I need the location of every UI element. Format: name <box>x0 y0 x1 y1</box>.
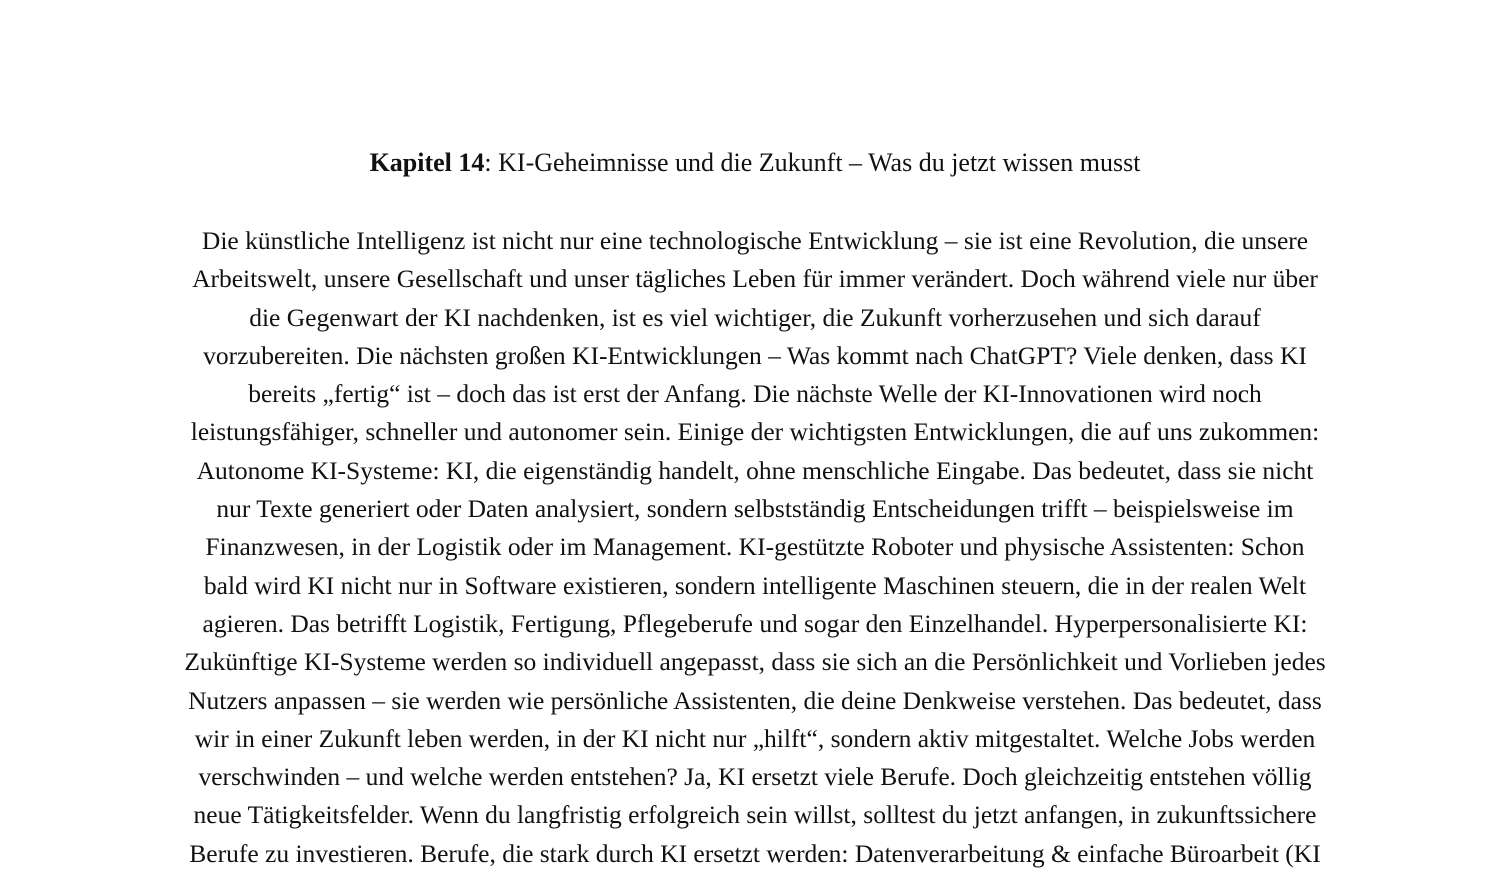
text-line: Zukünftige KI-Systeme werden so individuell angepasst, dass sie sich an die Persönlichkeit und Vorlieben jedes <box>184 647 1326 677</box>
chapter-label: Kapitel 14 <box>369 148 485 177</box>
text-line: Die künstliche Intelligenz ist nicht nur eine technologische Entwicklung – sie ist eine Revolution, die unsere <box>201 226 1309 255</box>
text-line: bereits „fertig“ ist – doch das ist erst der Anfang. Die nächste Welle der KI-Innovationen wird noch <box>248 379 1262 409</box>
text-line: Autonome KI-Systeme: KI, die eigenständig handelt, ohne menschliche Eingabe. Das bedeutet, dass sie nicht <box>196 455 1314 485</box>
text-line: Finanzwesen, in der Logistik oder im Management. KI-gestützte Roboter und physische Assistenten: Schon <box>205 532 1305 562</box>
text-line: neue Tätigkeitsfelder. Wenn du langfristig erfolgreich sein willst, solltest du jetzt anfangen, in zukunftssichere <box>193 800 1317 830</box>
text-line: verschwinden – und welche werden entstehen? Ja, KI ersetzt viele Berufe. Doch gleichzeitig entstehen völlig <box>198 762 1312 792</box>
text-line: agieren. Das betrifft Logistik, Fertigung, Pflegeberufe und sogar den Einzelhandel. Hyperpersonalisierte KI: <box>202 608 1308 638</box>
chapter-title <box>0 146 1510 180</box>
text-line: Berufe zu investieren. Berufe, die stark durch KI ersetzt werden: Datenverarbeitung & einfache Büroarbeit (KI <box>189 838 1321 868</box>
chapter-title-text: : KI-Geheimnisse und die Zukunft – Was du jetzt wissen musst <box>484 148 1141 177</box>
text-line: die Gegenwart der KI nachdenken, ist es viel wichtiger, die Zukunft vorherzusehen und sich darauf <box>249 302 1261 332</box>
text-line: bald wird KI nicht nur in Software existieren, sondern intelligente Maschinen steuern, die in der realen Welt <box>203 570 1307 600</box>
text-line: Nutzers anpassen – sie werden wie persönliche Assistenten, die deine Denkweise verstehen. Das bedeutet, dass <box>188 685 1322 715</box>
text-line: wir in einer Zukunft leben werden, in der KI nicht nur „hilft“, sondern aktiv mitgestaltet. Welche Jobs werden <box>194 723 1316 753</box>
text-line: leistungsfähiger, schneller und autonomer sein. Einige der wichtigsten Entwicklungen, die auf uns zukommen: <box>190 417 1320 447</box>
text-line: vorzubereiten. Die nächsten großen KI-Entwicklungen – Was kommt nach ChatGPT? Viele denken, dass KI <box>203 340 1307 370</box>
text-line: nur Texte generiert oder Daten analysiert, sondern selbstständig Entscheidungen trifft – beispielsweise im <box>216 494 1294 524</box>
text-line: Arbeitswelt, unsere Gesellschaft und unser tägliches Leben für immer verändert. Doch während viele nur über <box>192 264 1318 294</box>
body-paragraph <box>0 222 1510 873</box>
